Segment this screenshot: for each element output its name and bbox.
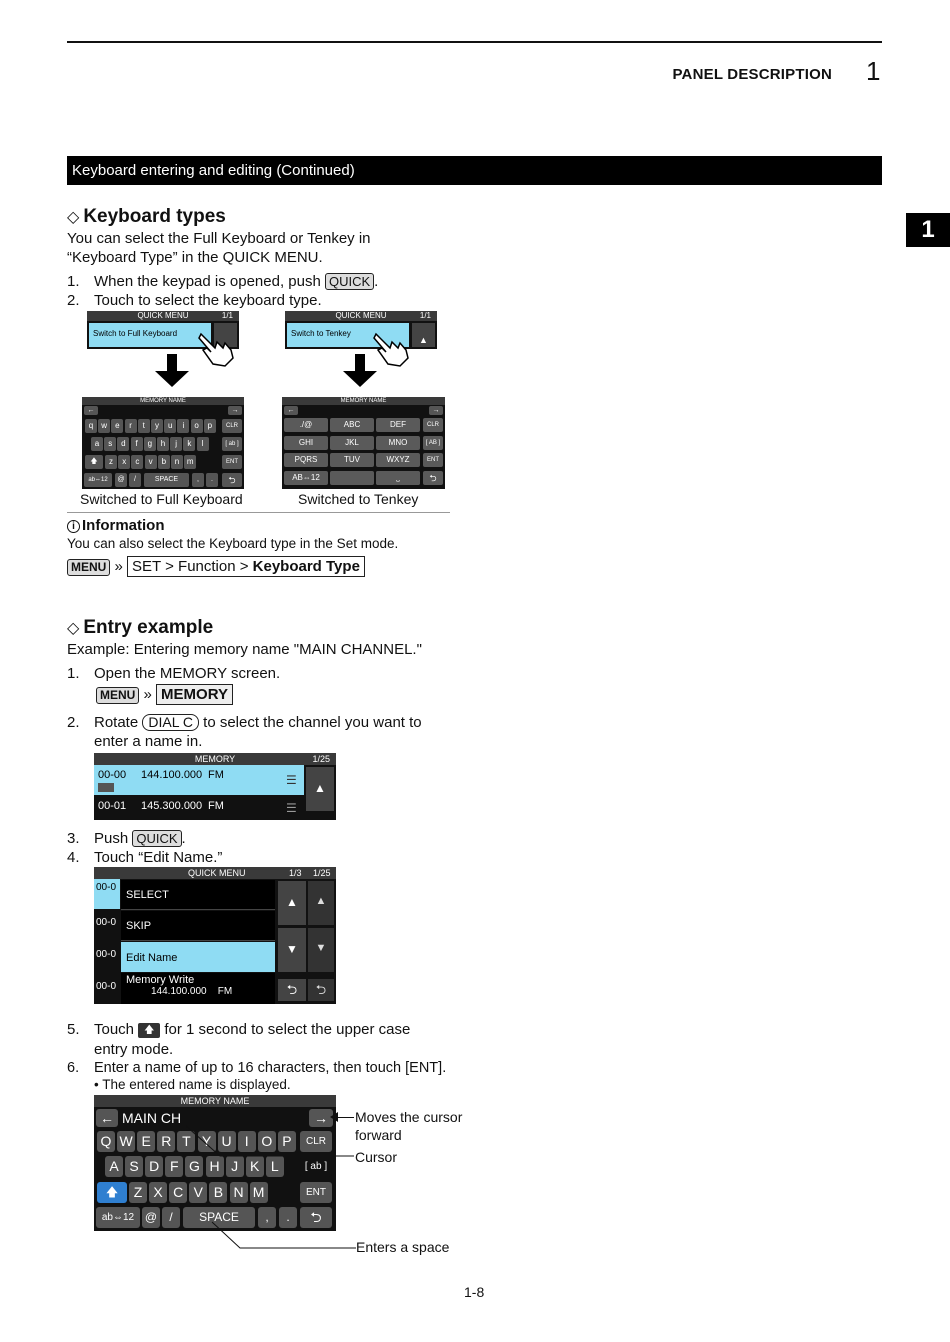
key-D[interactable]: D <box>145 1156 163 1177</box>
quick-menu-title: QUICK MENU <box>188 868 246 878</box>
tenkey-TUV[interactable]: TUV <box>330 453 374 467</box>
step-number: 2. <box>67 714 80 731</box>
channel-frequency: 145.300.000 <box>141 800 203 812</box>
return-key[interactable]: ⮌ <box>300 1207 332 1228</box>
tenkey-screen <box>282 397 445 489</box>
step-number: 6. <box>67 1060 80 1076</box>
key-period[interactable]: . <box>206 473 218 487</box>
clear-key[interactable]: CLR <box>300 1131 332 1152</box>
key-C[interactable]: C <box>169 1182 187 1203</box>
tenkey-DEF[interactable]: DEF <box>376 418 420 432</box>
information-path <box>67 556 365 577</box>
key-at[interactable]: @ <box>115 473 127 487</box>
ee-step6 <box>67 1059 446 1078</box>
cursor-forward-key[interactable]: → <box>429 406 443 415</box>
scroll-up-button[interactable]: ▲ <box>278 881 306 925</box>
key-c[interactable]: c <box>131 455 143 469</box>
key-P[interactable]: P <box>278 1131 296 1152</box>
tenkey-JKL[interactable]: JKL <box>330 436 374 450</box>
tenkey-WXYZ[interactable]: WXYZ <box>376 453 420 467</box>
quick-menu-titlebar <box>94 867 336 879</box>
key-B[interactable]: B <box>209 1182 227 1203</box>
tenkey-GHI[interactable]: GHI <box>284 436 328 450</box>
annotation-space: Enters a space <box>356 1239 450 1255</box>
caption-tenkey: Switched to Tenkey <box>298 491 419 507</box>
cursor-back-key[interactable]: ← <box>284 406 298 415</box>
path-target: Keyboard Type <box>252 558 360 575</box>
key-p[interactable]: p <box>204 419 216 433</box>
information-title: Information <box>82 517 165 534</box>
key-J[interactable]: J <box>226 1156 244 1177</box>
tenkey-ABC[interactable]: ABC <box>330 418 374 432</box>
space-key[interactable]: SPACE <box>183 1207 255 1228</box>
key-t[interactable]: t <box>138 419 150 433</box>
key-W[interactable]: W <box>117 1131 135 1152</box>
quick-menu-memory-write-item[interactable] <box>121 973 275 1004</box>
tenkey-MNO[interactable]: MNO <box>376 436 420 450</box>
ee-step3 <box>67 829 186 848</box>
key-period[interactable]: . <box>279 1207 297 1228</box>
channel-label: 00-0 <box>94 879 120 909</box>
key-u[interactable]: u <box>164 419 176 433</box>
path-prefix: SET > Function > <box>132 558 253 575</box>
channel-label: 00-0 <box>96 917 117 928</box>
header-section-title: PANEL DESCRIPTION <box>672 66 832 83</box>
channel-mode: FM <box>208 769 224 781</box>
hand-pointer-icon <box>370 328 414 368</box>
quick-menu-titlebar <box>87 311 239 321</box>
path-separator: » <box>114 558 123 575</box>
key-j[interactable]: j <box>170 437 182 451</box>
quick-menu-tenkey-screen <box>285 311 437 349</box>
ee-step2 <box>67 713 422 732</box>
switch-full-keyboard-item[interactable]: Switch to Full Keyboard <box>89 323 211 347</box>
key-o[interactable]: o <box>191 419 203 433</box>
step-end: . <box>181 830 186 847</box>
memory-target: MEMORY <box>156 684 233 705</box>
key-U[interactable]: U <box>218 1131 236 1152</box>
shift-key[interactable]: 🡅 <box>97 1182 127 1203</box>
tenkey-PQRS[interactable]: PQRS <box>284 453 328 467</box>
section-bar: Keyboard entering and editing (Continued) <box>67 156 882 185</box>
header-rule <box>67 41 882 43</box>
key-m[interactable]: m <box>184 455 196 469</box>
return-key[interactable]: ⮌ <box>222 473 242 487</box>
down-arrow-stem <box>167 354 177 372</box>
entry-example-text: Example: Entering memory name "MAIN CHANNEL." <box>67 641 422 658</box>
ee-step4 <box>67 848 222 867</box>
annotation-moves-cursor: Moves the cursor <box>355 1109 463 1125</box>
key-O[interactable]: O <box>258 1131 276 1152</box>
chapter-tab: 1 <box>906 213 950 247</box>
kt-step1 <box>67 272 378 291</box>
channel-label: 00-0 <box>96 981 117 992</box>
tenkey-func[interactable]: CLR <box>423 418 443 432</box>
key-r[interactable]: r <box>125 419 137 433</box>
memory-name-keyboard <box>94 1095 336 1231</box>
memory-name-titlebar: MEMORY NAME <box>94 1095 336 1107</box>
menu-lines-icon: ☰ <box>286 773 297 787</box>
mode-toggle-key[interactable]: ab⇔12 <box>84 473 112 487</box>
path-separator: » <box>143 686 152 703</box>
menu-lines-icon: ☰ <box>286 801 297 815</box>
full-keyboard-screen <box>82 397 244 489</box>
return-button[interactable]: ⮌ <box>278 979 306 1001</box>
key-l[interactable]: l <box>197 437 209 451</box>
step-text: Enter a name of up to 16 characters, then touch [ENT]. <box>94 1060 447 1076</box>
key-A[interactable]: A <box>105 1156 123 1177</box>
step-number: 2. <box>67 292 80 309</box>
cursor-leader-line <box>180 1122 360 1162</box>
hand-pointer-icon <box>195 328 239 368</box>
key-R[interactable]: R <box>157 1131 175 1152</box>
key-F[interactable]: F <box>165 1156 183 1177</box>
step-end: . <box>374 273 379 290</box>
channel-number: 00-00 <box>98 769 127 781</box>
return-button-2[interactable]: ⮌ <box>308 979 334 1001</box>
entry-example-title: Entry example <box>83 617 214 638</box>
kt-step2 <box>67 291 322 310</box>
key-z[interactable]: z <box>105 455 117 469</box>
tenkey-AB⇔12[interactable]: AB⇔12 <box>284 471 328 485</box>
key-Q[interactable]: Q <box>97 1131 115 1152</box>
cursor-forward-key[interactable]: → <box>309 1109 333 1127</box>
ee-step5-line2: entry mode. <box>94 1041 174 1058</box>
key-d[interactable]: d <box>117 437 129 451</box>
memory-screen <box>94 753 336 820</box>
abc-mode-key[interactable]: [ ab ] <box>300 1156 332 1177</box>
memory-row[interactable] <box>94 797 304 820</box>
tenkey-blank[interactable] <box>330 471 374 485</box>
quick-menu-edit-screen <box>94 867 336 1004</box>
down-arrow-icon <box>343 371 377 387</box>
step-number: 5. <box>67 1021 80 1038</box>
ee-step1 <box>67 664 280 683</box>
key-k[interactable]: k <box>183 437 195 451</box>
key-slash[interactable]: / <box>162 1207 180 1228</box>
switch-tenkey-item[interactable]: Switch to Tenkey <box>287 323 409 347</box>
tenkey-func[interactable]: ENT <box>423 453 443 467</box>
annotation-line <box>336 1117 354 1118</box>
key-x[interactable]: x <box>118 455 130 469</box>
star-icon <box>98 783 114 792</box>
quick-menu-title: QUICK MENU <box>335 311 387 320</box>
key-a[interactable]: a <box>91 437 103 451</box>
key-at[interactable]: @ <box>142 1207 160 1228</box>
key-f[interactable]: f <box>131 437 143 451</box>
ee-step1-path <box>96 684 233 705</box>
memory-page: 1/25 <box>313 868 331 878</box>
key-slash[interactable]: / <box>129 473 141 487</box>
key-e[interactable]: e <box>111 419 123 433</box>
ee-step5 <box>67 1020 410 1039</box>
caption-full-keyboard: Switched to Full Keyboard <box>80 491 243 507</box>
memory-title: MEMORY <box>194 754 236 764</box>
annotation-arrowhead <box>330 1112 338 1122</box>
key-comma[interactable]: , <box>258 1207 276 1228</box>
step-text: Touch to select the keyboard type. <box>94 292 322 309</box>
keyboard-types-title: Keyboard types <box>83 206 226 227</box>
key-L[interactable]: L <box>266 1156 284 1177</box>
scroll-up-button[interactable]: ▲ <box>412 323 435 347</box>
diamond-icon: ◇ <box>67 209 80 226</box>
scroll-up-button-2[interactable]: ▲ <box>308 881 334 925</box>
quick-menu-select-item[interactable]: SELECT <box>121 880 275 910</box>
quick-menu-skip-item[interactable]: SKIP <box>121 911 275 941</box>
enter-key[interactable]: ENT <box>300 1182 332 1203</box>
header-chapter-number: 1 <box>866 56 881 86</box>
keyboard-types-intro1: You can select the Full Keyboard or Tenkey in <box>67 230 371 247</box>
quick-key: QUICK <box>132 830 181 847</box>
step-text: Touch “Edit Name.” <box>94 849 223 866</box>
quick-key: QUICK <box>325 273 374 290</box>
step-number: 1. <box>67 273 80 290</box>
step-text: Touch <box>94 1021 135 1038</box>
quick-menu-title: QUICK MENU <box>137 311 189 320</box>
key-v[interactable]: v <box>145 455 157 469</box>
quick-menu-page: 1/1 <box>419 311 431 320</box>
abc-mode-key[interactable]: [ ab ] <box>222 437 242 451</box>
dial-c-key: DIAL C <box>142 714 199 731</box>
key-Z[interactable]: Z <box>129 1182 147 1203</box>
ee-step6-note: • The entered name is displayed. <box>94 1077 291 1092</box>
key-comma[interactable]: , <box>192 473 204 487</box>
return-key[interactable]: ⮌ <box>423 471 443 485</box>
key-E[interactable]: E <box>137 1131 155 1152</box>
key-g[interactable]: g <box>144 437 156 451</box>
channel-number: 00-01 <box>98 800 127 812</box>
channel-label: 00-0 <box>96 949 117 960</box>
menu-key: MENU <box>96 687 139 704</box>
scroll-down-button[interactable]: ▼ <box>278 928 306 972</box>
scroll-down-button-2[interactable]: ▼ <box>308 928 334 972</box>
quick-menu-page: 1/1 <box>221 311 233 320</box>
key-I[interactable]: I <box>238 1131 256 1152</box>
scroll-up-button[interactable]: ▲ <box>306 767 334 811</box>
divider <box>67 512 450 513</box>
memory-titlebar <box>94 753 336 765</box>
key-H[interactable]: H <box>206 1156 224 1177</box>
down-arrow-stem <box>355 354 365 372</box>
key-M[interactable]: M <box>250 1182 268 1203</box>
key-i[interactable]: i <box>177 419 189 433</box>
cursor-forward-key[interactable]: → <box>228 406 242 415</box>
channel-column <box>94 879 120 1004</box>
keyboard-types-intro2: “Keyboard Type” in the QUICK MENU. <box>67 249 323 266</box>
key-n[interactable]: n <box>171 455 183 469</box>
diamond-icon: ◇ <box>67 620 80 637</box>
step-text: Open the MEMORY screen. <box>94 665 281 682</box>
information-heading <box>67 517 165 534</box>
memory-name-titlebar: MEMORY NAME <box>282 397 445 405</box>
mode-toggle-key[interactable]: ab⇔12 <box>96 1207 140 1228</box>
quick-menu-titlebar <box>285 311 437 321</box>
step-text: Rotate <box>94 714 139 731</box>
key-Y[interactable]: Y <box>198 1131 216 1152</box>
key-b[interactable]: b <box>158 455 170 469</box>
step-text-cont: to select the channel you want to <box>203 714 422 731</box>
step-text-cont: for 1 second to select the upper case <box>164 1021 411 1038</box>
menu-key: MENU <box>67 559 110 576</box>
memory-write-frequency: 144.100.000 FM <box>151 986 233 997</box>
channel-frequency: 144.100.000 <box>141 769 203 781</box>
key-N[interactable]: N <box>230 1182 248 1203</box>
quick-menu-page: 1/3 <box>289 868 302 878</box>
tenkey-./@[interactable]: ./@ <box>284 418 328 432</box>
ee-step2-line2: enter a name in. <box>94 733 203 750</box>
set-path-box <box>127 556 365 577</box>
step-number: 4. <box>67 849 80 866</box>
tenkey-space[interactable]: ⎵ <box>376 471 420 485</box>
shift-key-icon: 🡅 <box>138 1023 160 1038</box>
cursor-back-key[interactable]: ← <box>84 406 98 415</box>
space-key[interactable]: SPACE <box>144 473 189 487</box>
memory-name-titlebar: MEMORY NAME <box>82 397 244 405</box>
page-number: 1-8 <box>464 1284 485 1300</box>
channel-mode: FM <box>208 800 224 812</box>
shift-key[interactable]: 🡅 <box>85 455 103 469</box>
key-q[interactable]: q <box>85 419 97 433</box>
step-number: 1. <box>67 665 80 682</box>
key-s[interactable]: s <box>104 437 116 451</box>
key-V[interactable]: V <box>189 1182 207 1203</box>
clear-key[interactable]: CLR <box>222 419 242 433</box>
memory-page: 1/25 <box>312 754 330 764</box>
key-w[interactable]: w <box>98 419 110 433</box>
step-text: Push <box>94 830 129 847</box>
info-icon: i <box>67 520 80 533</box>
information-text: You can also select the Keyboard type in the Set mode. <box>67 536 399 551</box>
step-text: When the keypad is opened, push <box>94 273 321 290</box>
annotation-cursor: Cursor <box>355 1149 398 1165</box>
memory-row-selected[interactable] <box>94 765 304 795</box>
memory-name-value[interactable]: MAIN CH <box>122 1110 182 1126</box>
key-X[interactable]: X <box>149 1182 167 1203</box>
space-leader-line <box>200 1220 360 1252</box>
key-S[interactable]: S <box>125 1156 143 1177</box>
tenkey-func[interactable]: [ AB ] <box>423 436 443 450</box>
down-arrow-icon <box>155 371 189 387</box>
key-T[interactable]: T <box>177 1131 195 1152</box>
key-G[interactable]: G <box>185 1156 203 1177</box>
quick-menu-edit-name-item[interactable]: Edit Name <box>121 942 275 972</box>
step-number: 3. <box>67 830 80 847</box>
annotation-forward: forward <box>355 1127 402 1143</box>
memory-write-label: Memory Write <box>126 974 195 986</box>
cursor-back-key[interactable]: ← <box>96 1109 118 1127</box>
key-h[interactable]: h <box>157 437 169 451</box>
entry-example-heading <box>67 617 213 639</box>
keyboard-types-heading <box>67 206 226 228</box>
enter-key[interactable]: ENT <box>222 455 242 469</box>
key-K[interactable]: K <box>246 1156 264 1177</box>
key-y[interactable]: y <box>151 419 163 433</box>
